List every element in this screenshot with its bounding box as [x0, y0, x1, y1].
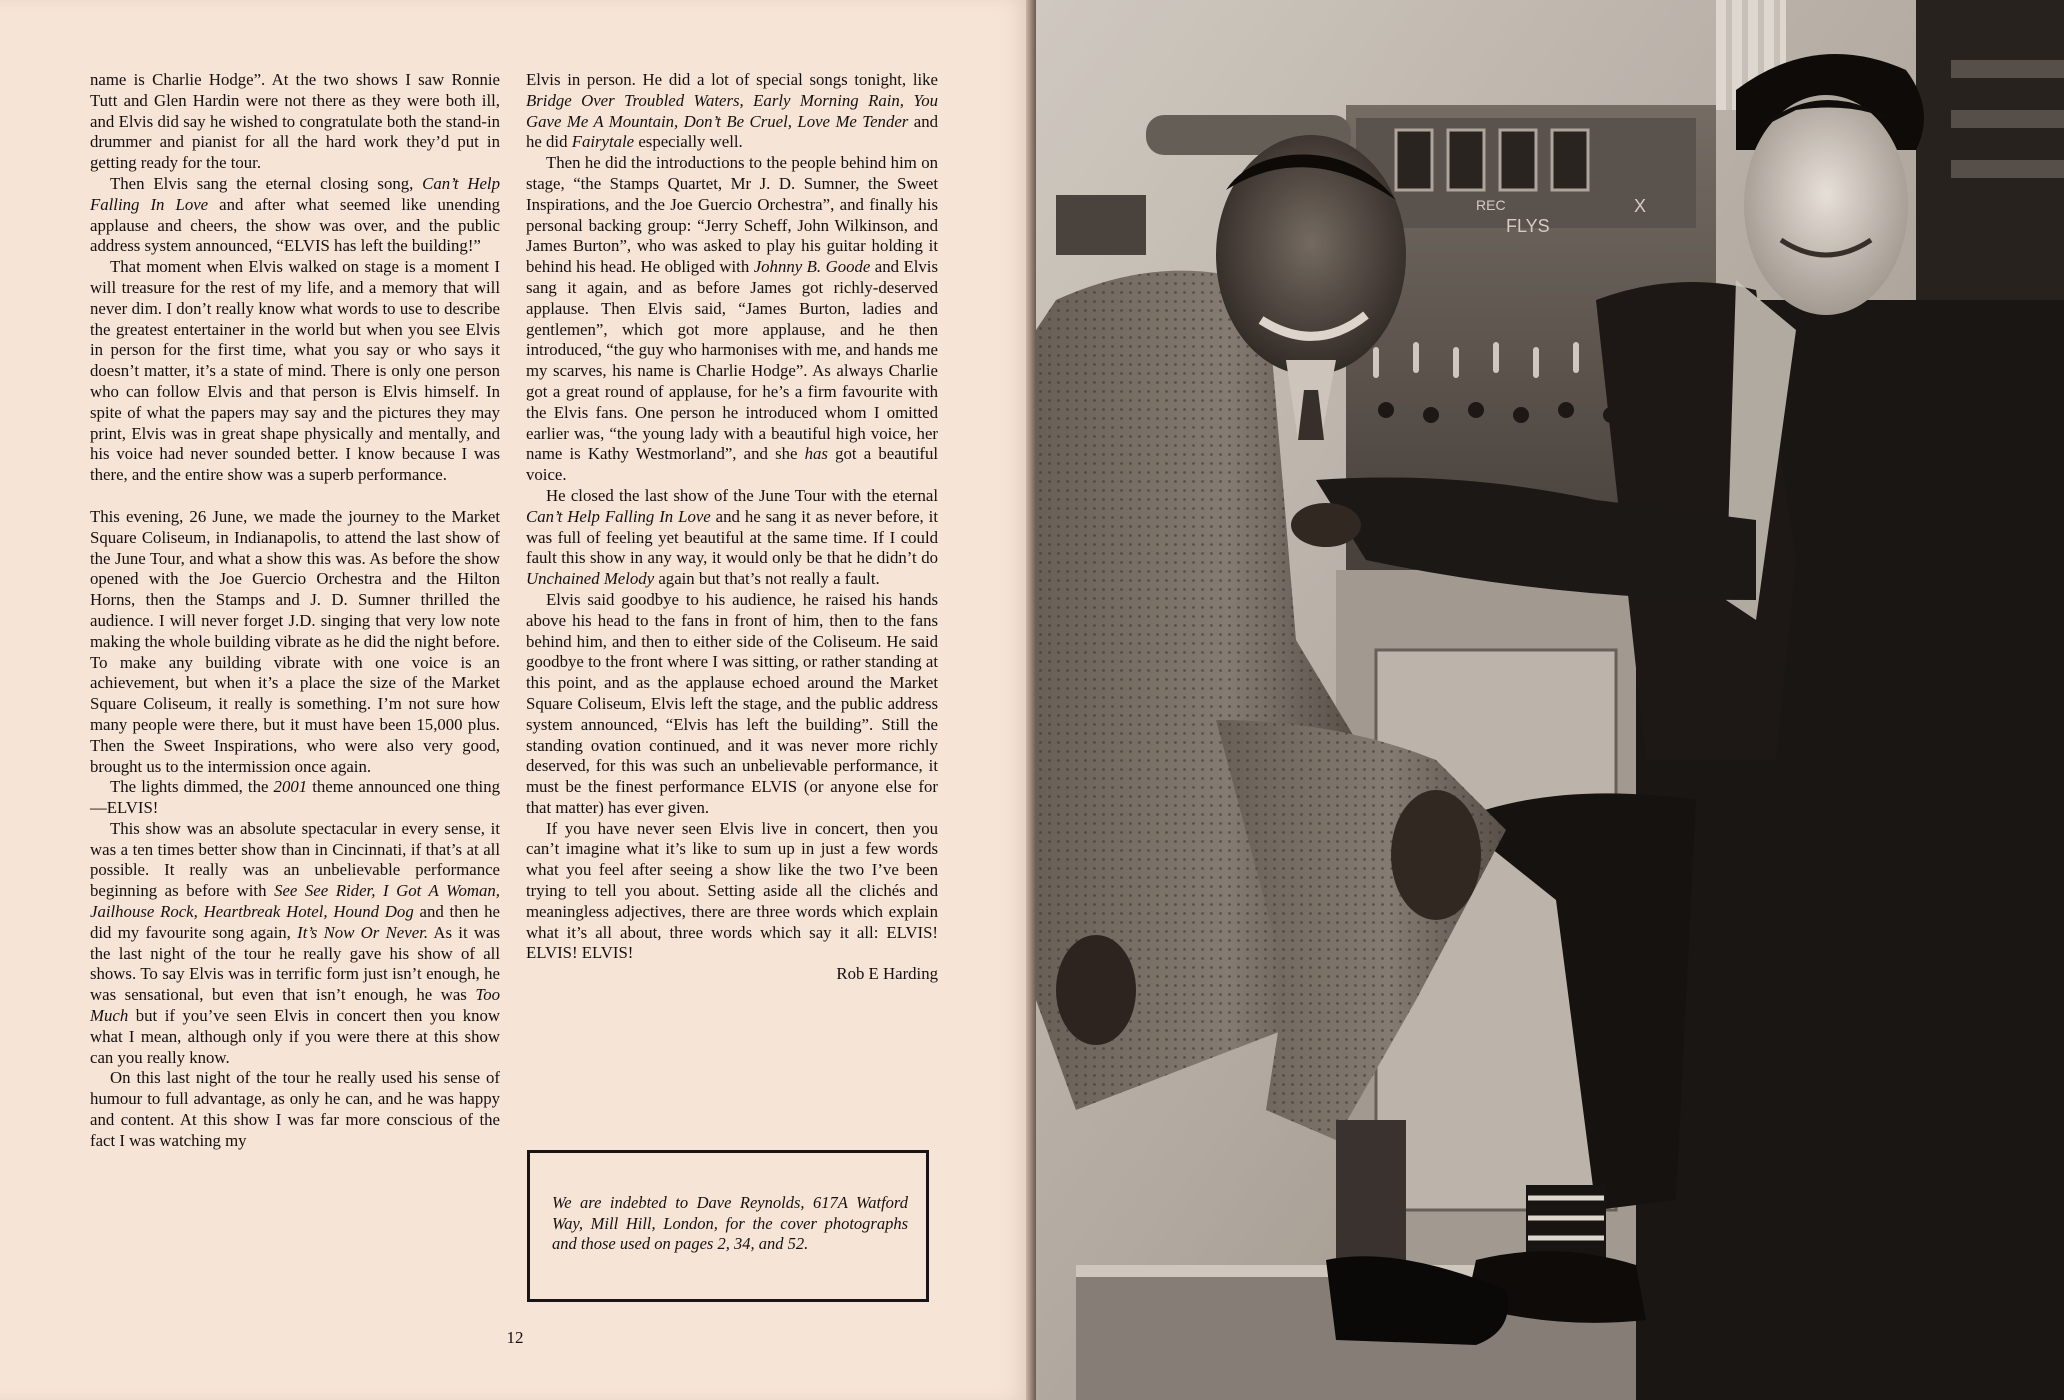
paragraph: Elvis said goodbye to his audience, he raised his hands above his head to the fans in front of him, then to the fans behind him, and then to either side of the Coliseum. He said goodbye to the front where I was sitting, or rather standing at this point, and as the applause echoed around the Market Square Coliseum, Elvis left the stage, and the public address system announced, “Elvis has left the building”. Still the standing ovation continued, and it was never more richly deserved, for this was such an unbelievable performance, it must be the finest performance ELVIS (or anyone else for that matter) has ever given. [526, 589, 938, 817]
paragraph: Then Elvis sang the eternal closing song, Can’t Help Falling In Love and after what seemed like unending applause and cheers, the show was over, and the public address system announced, “ELVIS has left the building!” [90, 173, 500, 256]
panel-marking: FLYS [1506, 216, 1550, 236]
page-number: 12 [506, 1328, 524, 1347]
song-title: It’s Now Or Never. [297, 922, 429, 942]
paragraph: The lights dimmed, the 2001 theme announced one thing—ELVIS! [90, 777, 500, 818]
paragraph: If you have never seen Elvis live in concert, then you can’t imagine what it’s like to sum up in just a few words what you feel after seeing a show like the two I’ve been trying to tell you about. Setting aside all the clichés and meaningless adjectives, there are three words which explain what it’s all about, three words which say it all: ELVIS! ELVIS! ELVIS! [526, 818, 938, 963]
paragraph: This evening, 26 June, we made the journey to the Market Square Coliseum, in Indianapolis, to attend the last show of the June Tour, and what a show this was. As before the show opened with the Joe Guercio Orchestra and the Hilton Horns, then the Stamps and J. D. Sumner thrilled the audience. I will never forget J.D. singing that very low note making the whole building vibrate as he did the night before. To make any building vibrate with one voice is an achievement, but when it’s a place the size of the Market Square Coliseum, it really is something. I’m not sure how many people were there, but it must have been 15,000 plus. Then the Sweet Inspirations, who were also very good, brought us to the intermission once again. [90, 506, 500, 776]
page-gutter [1026, 0, 1036, 1400]
photo-page [1036, 0, 2064, 1400]
song-title: Too Much [90, 985, 500, 1026]
song-title: See See Rider, I Got A Woman, Jailhouse Rock, Heartbreak Hotel, Hound Dog [90, 881, 500, 922]
paragraph: This show was an absolute spectacular in every sense, it was a ten times better show than in Cincinnati, if that’s at all possible. It really was an unbelievable performance beginning as before with See See Rider, I Got A Woman, Jailhouse Rock, Heartbreak Hotel, Hound Dog and then he did my favourite song again, It’s Now Or Never. As it was the last night of the tour he really gave his show of all shows. To say Elvis was in terrific form just isn’t enough, he was sensational, but even that isn’t enough, he was Too Much but if you’ve seen Elvis in concert then you know what I mean, although only if you were there at this show can you really know. [90, 818, 501, 1067]
song-title: Can’t Help Falling In Love [90, 173, 500, 214]
article-column-1 [90, 70, 500, 1152]
paragraph: That moment when Elvis walked on stage is a moment I will treasure for the rest of my life, and a memory that will never dim. I don’t really know what words to use to describe the greatest entertainer in the world but when you see Elvis in person for the first time, what you say or who says it doesn’t matter, it’s a state of mind. There is only one person who can follow Elvis and that person is Elvis himself. In spite of what the papers may say and the pictures they may print, Elvis was in great shape physically and mentally, and his voice had never sounded better. I know because I was there, and the entire show was a superb performance. [90, 257, 500, 485]
paragraph: On this last night of the tour he really used his sense of humour to full advantage, as only he can, and he was happy and content. At this show I was far more conscious of the fact I was watching my [90, 1068, 500, 1150]
paragraph: He closed the last show of the June Tour with the eternal Can’t Help Falling In Love and he sang it as never before, it was full of feeling yet beautiful at the same time. If I could fault this show in any way, it would only be that he didn’t do Unchained Melody again but that’s not really a fault. [526, 485, 938, 589]
theme-title: 2001 [273, 777, 308, 797]
panel-x-mark: X [1634, 196, 1647, 216]
song-title: Bridge Over Troubled Waters, Early Morning Rain, You Gave Me A Mountain, Don’t Be Cruel, Love Me Tender [526, 90, 938, 131]
paragraph: Elvis in person. He did a lot of special songs tonight, like Bridge Over Troubled Waters, Early Morning Rain, You Gave Me A Mountain, Don’t Be Cruel, Love Me Tender and he did Fairytale especially well. [526, 70, 938, 152]
song-title: Fairytale [571, 132, 635, 152]
photo-credit-box: We are indebted to Dave Reynolds, 617A Watford Way, Mill Hill, London, for the cover photographs and those used on pages 2, 34, and 52. [527, 1150, 929, 1302]
emphasis: has [804, 444, 828, 464]
song-title: Unchained Melody [526, 569, 655, 589]
song-title: Johnny B. Goode [753, 257, 871, 277]
panel-label-rec: REC [1476, 197, 1506, 213]
author-signature: Rob E Harding [836, 964, 938, 984]
song-title: Can’t Help Falling In Love [526, 506, 711, 526]
paragraph: name is Charlie Hodge”. At the two shows I saw Ronnie Tutt and Glen Hardin were not there as they were both ill, and Elvis did say he wished to congratulate both the stand-in drummer and pianist for all the hard work they’d put in getting ready for the tour. [90, 70, 500, 173]
article-column-2 [526, 70, 938, 985]
paragraph: Then he did the introductions to the people behind him on stage, “the Stamps Quartet, Mr J. D. Sumner, the Sweet Inspirations, and the Joe Guercio Orchestra”, and finally his personal backing group: “Jerry Scheff, John Wilkinson, and James Burton”, who was asked to play his guitar holding it behind his head. He obliged with Johnny B. Goode and Elvis sang it again, and as before James got richly-deserved applause. Then Elvis said, “James Burton, ladies and gentlemen”, which got more applause, and he then introduced, “the guy who harmonises with me, and hands me my scarves, his name is Charlie Hodge”. As always Charlie got a great round of applause, for he’s a firm favourite with the Elvis fans. One person he introduced whom I omitted earlier was, “the young lady with a beautiful high voice, her name is Kathy Westmorland”, and she has got a beautiful voice. [526, 153, 939, 485]
black-and-white-photo [1036, 0, 2064, 1400]
